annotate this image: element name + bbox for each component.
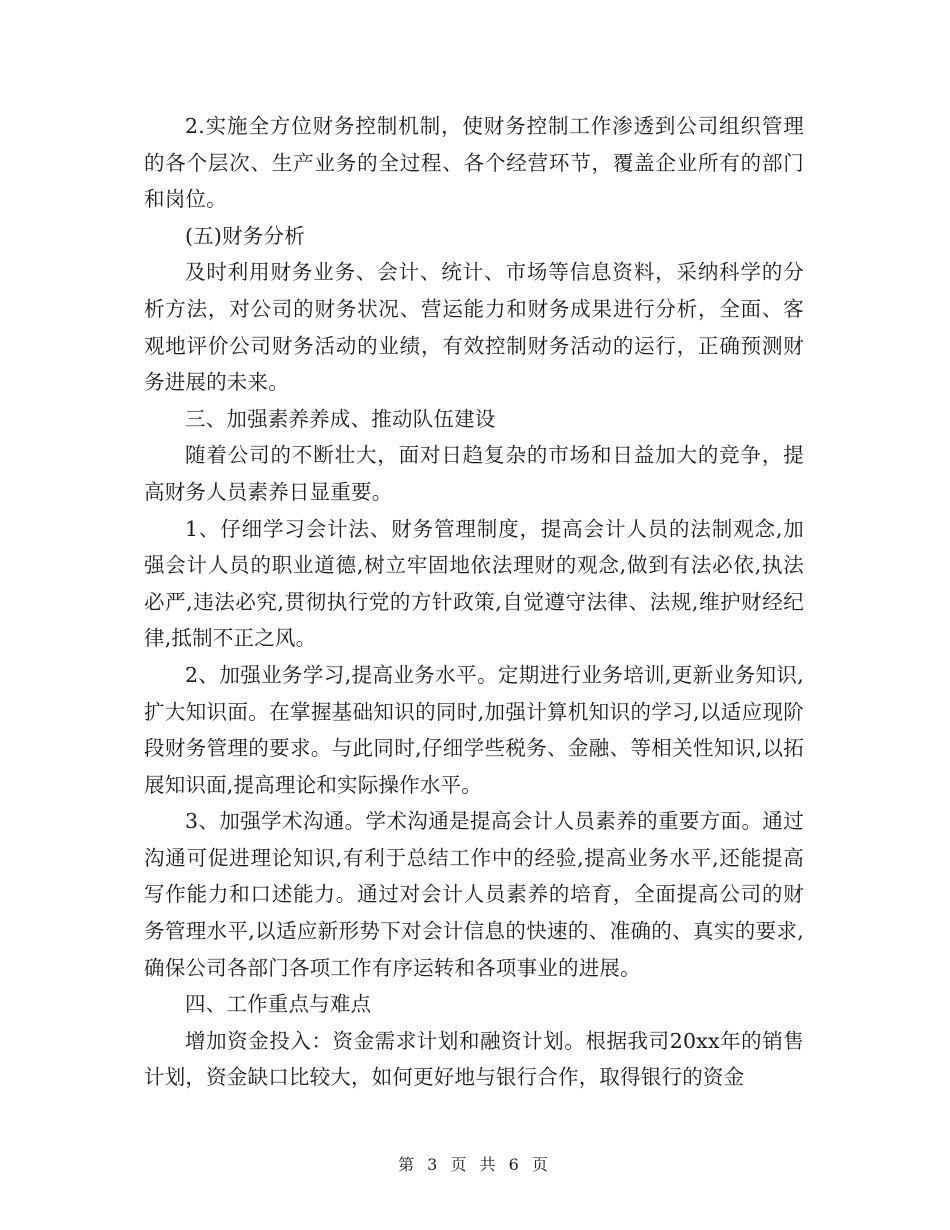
document-body: [144, 108, 804, 1096]
paragraph-funding: 增加资金投入：资金需求计划和融资计划。根据我司20xx年的销售计划，资金缺口比较大，如何更好地与银行合作，取得银行的资金: [144, 1028, 804, 1090]
page-number-footer: 第 3 页 共 6 页: [398, 1155, 552, 1174]
paragraph-control-mechanism: 2.实施全方位财务控制机制，使财务控制工作渗透到公司组织管理的各个层次、生产业务的全过程、各个经营环节，覆盖企业所有的部门和岗位。: [144, 114, 804, 212]
paragraph-item-3: 3、加强学术沟通。学术沟通是提高会计人员素养的重要方面。通过沟通可促进理论知识,有利于总结工作中的经验,提高业务水平,还能提高写作能力和口述能力。通过对会计人员素养的培育，全面提高公司的财务管理水平,以适应新形势下对会计信息的快速的、准确的、真实的要求,确保公司各部门各项工作有序运转和各项事业的进展。: [144, 809, 804, 980]
paragraph-intro-quality: 随着公司的不断壮大，面对日趋复杂的市场和日益加大的竞争，提高财务人员素养日显重要。: [144, 443, 804, 504]
heading-financial-analysis: (五)财务分析: [185, 223, 305, 248]
paragraph-financial-analysis: 及时利用财务业务、会计、统计、市场等信息资料，采纳科学的分析方法，对公司的财务状况、营运能力和财务成果进行分析，全面、客观地评价公司财务活动的业绩，有效控制财务活动的运行，正确预测财务进展的未来。: [144, 260, 804, 395]
paragraph-item-2: 2、加强业务学习,提高业务水平。定期进行业务培训,更新业务知识,扩大知识面。在掌握基础知识的同时,加强计算机知识的学习,以适应现阶段财务管理的要求。与此同时,仔细学些税务、金融、等相关性知识,以拓展知识面,提高理论和实际操作水平。: [144, 662, 804, 797]
heading-section-three: 三、加强素养养成、推动队伍建设: [185, 406, 496, 431]
heading-section-four: 四、工作重点与难点: [185, 992, 372, 1017]
paragraph-item-1: 1、仔细学习会计法、财务管理制度，提高会计人员的法制观念,加强会计人员的职业道德,树立牢固地依法理财的观念,做到有法必依,执法必严,违法必究,贯彻执行党的方针政策,自觉遵守法律、法规,维护财经纪律,抵制不正之风。: [144, 516, 804, 651]
